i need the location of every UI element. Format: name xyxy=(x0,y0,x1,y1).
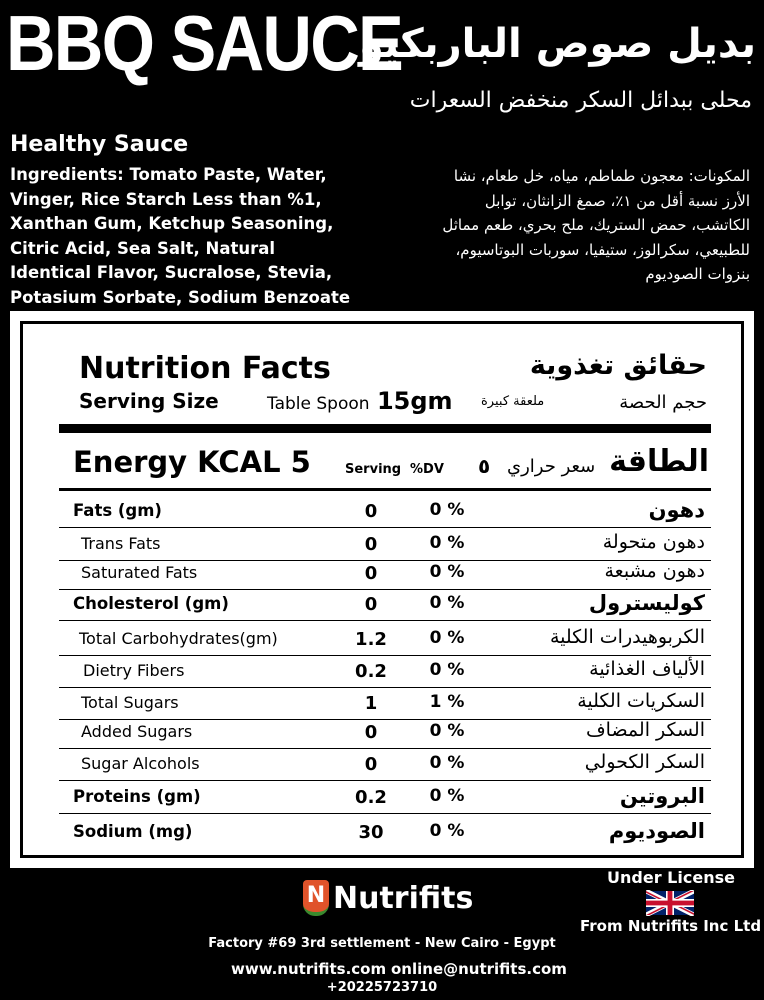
nutrient-name: Trans Fats xyxy=(81,534,161,553)
uk-flag-icon xyxy=(646,890,694,916)
serving-description-arabic: ملعقة كبيرة xyxy=(481,394,545,409)
nutrient-amount: 0.2 xyxy=(355,661,387,682)
nutrient-name: Total Sugars xyxy=(81,693,179,712)
nutrient-name: Dietry Fibers xyxy=(83,661,185,680)
nutrient-name-arabic: الصوديوم xyxy=(608,819,705,843)
ingredients-line-arabic: الكاتشب، حمض الستريك، ملح بحري، طعم مماثل xyxy=(442,216,750,234)
nutrient-row xyxy=(59,717,711,749)
ingredients-line: Vinger, Rice Starch Less than %1, xyxy=(10,189,322,209)
nutrient-row xyxy=(59,749,711,781)
nutrient-amount: 0 xyxy=(364,722,378,743)
column-header-serving: Serving xyxy=(345,462,402,477)
energy-value-arabic: ٥ xyxy=(478,454,491,478)
nutrient-name-arabic: كوليسترول xyxy=(588,591,705,615)
nutrient-name: Sodium (mg) xyxy=(73,822,193,841)
factory-address: Factory #69 3rd settlement - New Cairo - Egypt xyxy=(208,936,556,951)
nutrient-daily-value: 0 % xyxy=(429,721,465,741)
nutrient-name: Proteins (gm) xyxy=(73,787,201,806)
ingredients-line-arabic: الأرز نسبة أقل من ١٪، صمغ الزانثان، توابل xyxy=(484,191,750,210)
nutrient-row xyxy=(59,624,711,656)
thin-divider xyxy=(59,488,711,491)
ingredients-line-arabic: المكونات: معجون طماطم، مياه، خل طعام، نشا xyxy=(453,167,750,185)
nutrient-amount: 0 xyxy=(364,534,378,555)
nutrient-daily-value: 0 % xyxy=(429,786,465,806)
license-from: From Nutrifits Inc Ltd xyxy=(580,917,762,935)
nutrient-amount: 0 xyxy=(364,594,378,615)
license-label: Under License xyxy=(607,868,735,887)
nutrient-name-arabic: دهون متحولة xyxy=(602,531,705,553)
ingredients-line: Potasium Sorbate, Sodium Benzoate xyxy=(10,287,351,307)
nutrition-panel xyxy=(10,311,754,868)
nutrient-row xyxy=(59,496,711,528)
nutrient-row xyxy=(59,782,711,814)
nutrient-row xyxy=(59,656,711,688)
ingredients-line: Citric Acid, Sea Salt, Natural xyxy=(10,238,276,258)
nutrient-daily-value: 0 % xyxy=(429,593,465,613)
nutrient-name-arabic: السكر المضاف xyxy=(585,719,705,741)
nutrient-name: Fats (gm) xyxy=(73,501,162,520)
nutrient-row xyxy=(59,558,711,590)
nutrient-daily-value: 1 % xyxy=(429,692,465,712)
phone-number: +20225723710 xyxy=(326,980,438,995)
nutrient-amount: 30 xyxy=(358,822,384,843)
nutrient-name-arabic: دهون مشبعة xyxy=(604,560,705,582)
ingredients-line: Ingredients: Tomato Paste, Water, xyxy=(10,165,327,184)
nutrient-amount: 1 xyxy=(364,693,378,714)
nutrient-amount: 0 xyxy=(364,754,378,775)
website-link[interactable]: www.nutrifits.com xyxy=(231,960,387,978)
nutrient-daily-value: 0 % xyxy=(429,533,465,553)
nutrient-daily-value: 0 % xyxy=(429,628,465,648)
nutrient-daily-value: 0 % xyxy=(429,500,465,520)
nutrient-name: Saturated Fats xyxy=(81,563,198,582)
nutrient-name-arabic: السكر الكحولي xyxy=(584,751,705,773)
nutrient-amount: 0 xyxy=(364,501,378,522)
nutrient-name-arabic: البروتين xyxy=(619,784,705,808)
nutrient-amount: 1.2 xyxy=(355,629,387,650)
nutrient-daily-value: 0 % xyxy=(429,660,465,680)
nutrient-row xyxy=(59,817,711,848)
ingredients-arabic xyxy=(405,164,750,287)
product-title: BBQ SAUCE xyxy=(6,0,403,87)
nutrient-daily-value: 0 % xyxy=(429,753,465,773)
energy-label-arabic: الطاقة xyxy=(609,444,709,479)
nutrient-name: Added Sugars xyxy=(81,722,193,741)
ingredients-english xyxy=(10,163,405,310)
energy-label: Energy KCAL 5 xyxy=(73,445,311,479)
nutrient-name: Total Carbohydrates(gm) xyxy=(79,629,278,648)
thick-divider xyxy=(59,424,711,433)
ingredients-line-arabic: بنزوات الصوديوم xyxy=(645,265,750,283)
nutrition-facts-title: Nutrition Facts xyxy=(79,351,331,386)
serving-size-label: Serving Size xyxy=(79,389,219,413)
nutrition-table-frame xyxy=(20,321,744,858)
nutrient-row xyxy=(59,529,711,561)
nutrient-daily-value: 0 % xyxy=(429,562,465,582)
nutrient-row xyxy=(59,688,711,720)
ingredients-line: Identical Flavor, Sucralose, Stevia, xyxy=(10,263,333,282)
healthy-sauce-label: Healthy Sauce xyxy=(10,132,189,157)
nutrient-name-arabic: السكريات الكلية xyxy=(577,690,705,712)
product-title-arabic: بديل صوص الباربكيو xyxy=(358,21,756,67)
nutrient-row xyxy=(59,589,711,621)
nutrition-facts-title-arabic: حقائق تغذوية xyxy=(529,350,707,381)
nutrient-name-arabic: دهون xyxy=(648,498,705,522)
brand-logo xyxy=(303,880,473,916)
nutrient-name: Sugar Alcohols xyxy=(81,754,200,773)
serving-amount: 15gm xyxy=(376,387,453,415)
nutrient-name-arabic: الكربوهيدرات الكلية xyxy=(549,626,705,648)
nutrient-name: Cholesterol (gm) xyxy=(73,594,229,613)
email-link[interactable]: online@nutrifits.com xyxy=(391,960,567,978)
ingredients-line-arabic: للطبيعي، سكرالوز، ستيفيا، سوربات البوتاسيوم، xyxy=(455,240,750,259)
brand-name: Nutrifits xyxy=(333,880,474,916)
brand-mark-icon: N xyxy=(303,880,329,916)
nutrient-daily-value: 0 % xyxy=(429,821,465,841)
product-subtitle-arabic: محلى ببدائل السكر منخفض السعرات xyxy=(409,88,752,113)
column-header-dv: %DV xyxy=(410,462,444,477)
ingredients-line: Xanthan Gum, Ketchup Seasoning, xyxy=(10,214,334,233)
serving-size-label-arabic: حجم الحصة xyxy=(619,392,707,413)
nutrient-name-arabic: الألياف الغذائية xyxy=(589,658,705,680)
nutrient-amount: 0 xyxy=(364,563,378,584)
energy-unit-arabic: سعر حراري xyxy=(507,456,596,477)
nutrient-amount: 0.2 xyxy=(355,787,387,808)
serving-size-value xyxy=(267,387,453,415)
serving-description: Table Spoon xyxy=(267,394,370,414)
